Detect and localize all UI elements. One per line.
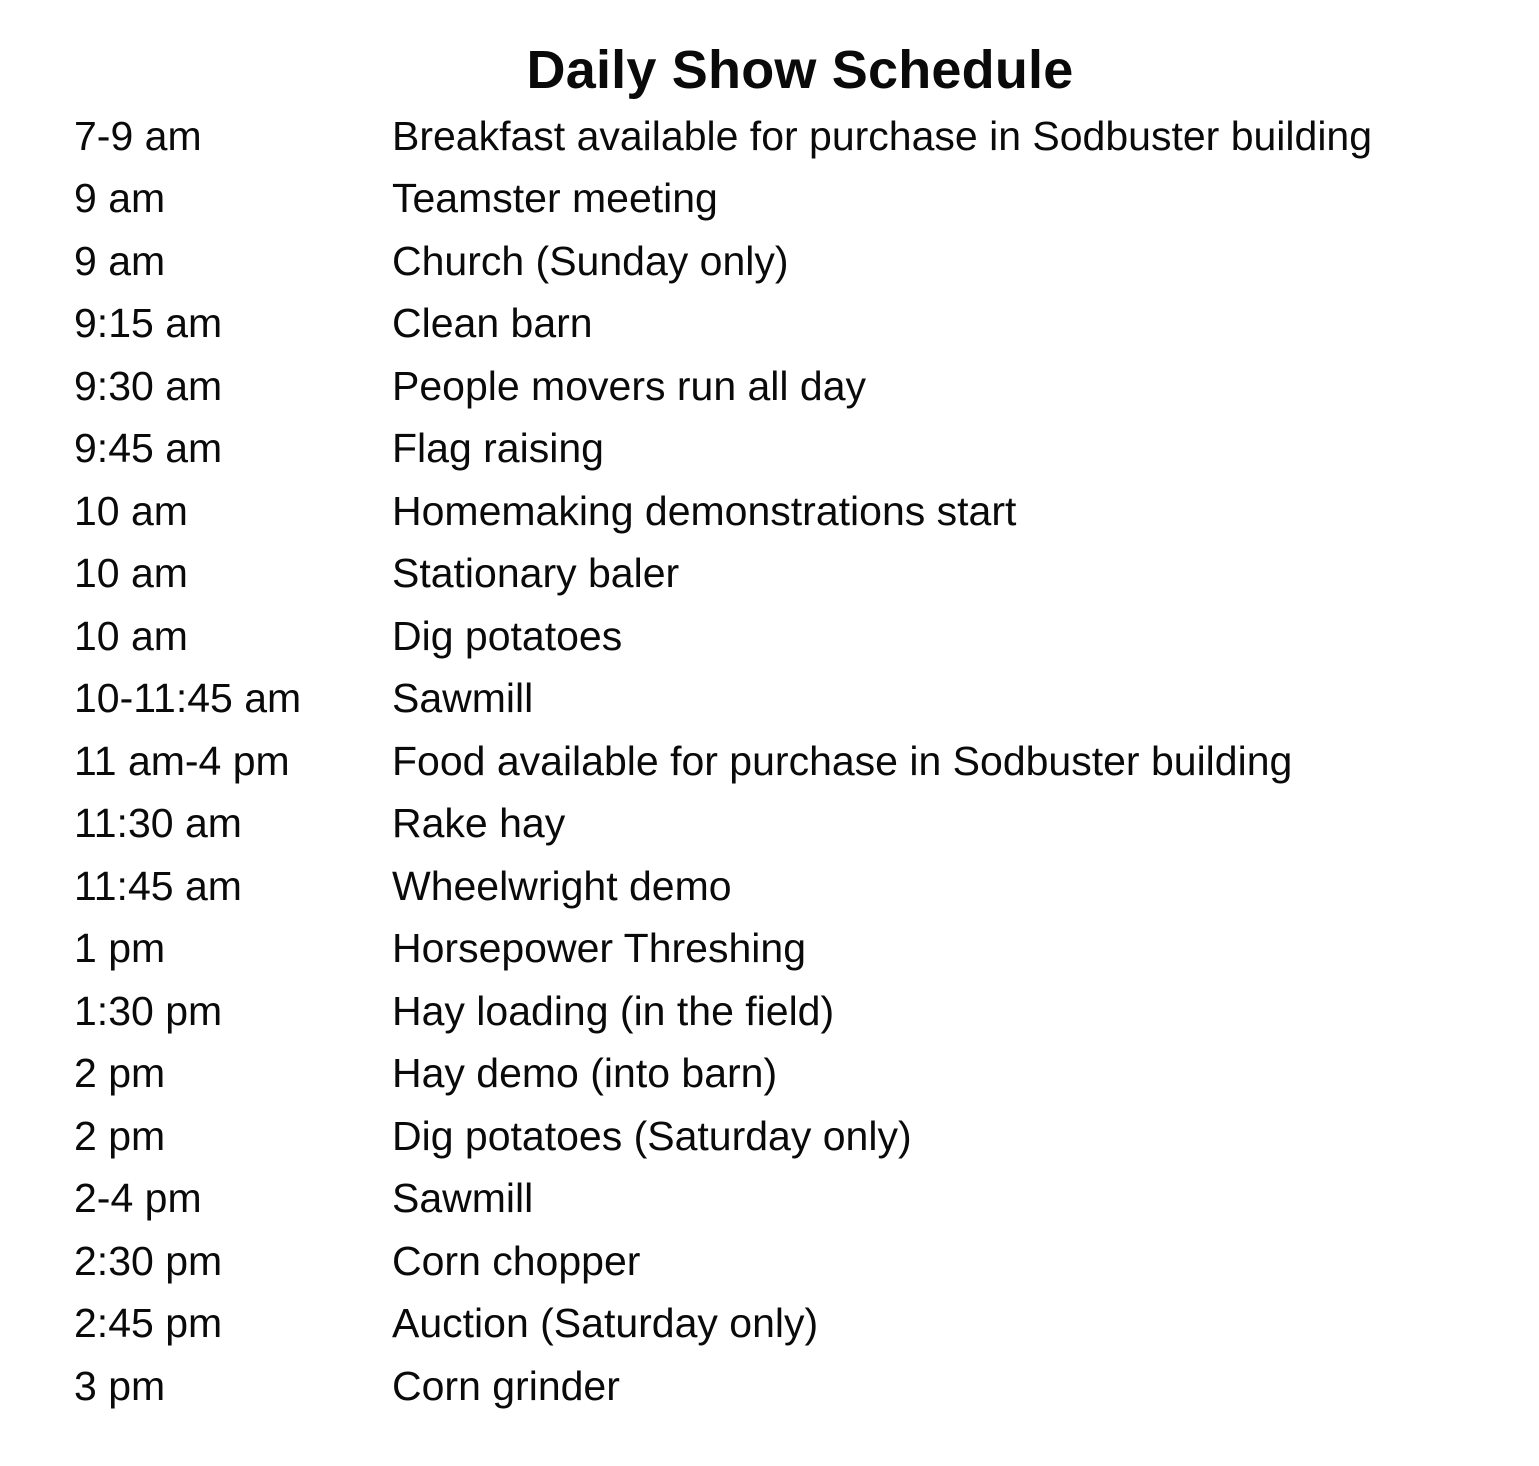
schedule-row bbox=[74, 1043, 1524, 1106]
schedule-time: 2:30 pm bbox=[74, 1237, 223, 1284]
schedule-event: Sawmill bbox=[392, 675, 534, 722]
schedule-row bbox=[74, 605, 1524, 668]
schedule-row bbox=[74, 918, 1524, 981]
schedule-row bbox=[74, 730, 1524, 793]
schedule-time: 1:30 pm bbox=[74, 987, 223, 1034]
schedule-event: Stationary baler bbox=[392, 550, 680, 597]
schedule-time: 9 am bbox=[74, 237, 166, 284]
schedule-time: 1 pm bbox=[74, 925, 166, 972]
schedule-time: 9:30 am bbox=[74, 362, 223, 409]
schedule-event: Rake hay bbox=[392, 800, 566, 847]
schedule-time: 11:30 am bbox=[74, 800, 242, 847]
schedule-time: 2:45 pm bbox=[74, 1300, 223, 1347]
schedule-time: 2-4 pm bbox=[74, 1175, 202, 1222]
schedule-event: Flag raising bbox=[392, 425, 604, 472]
schedule-time: 10-11:45 am bbox=[74, 675, 302, 722]
schedule-row bbox=[74, 1293, 1524, 1356]
schedule-event: Auction (Saturday only) bbox=[392, 1300, 819, 1347]
schedule-time: 9:45 am bbox=[74, 425, 223, 472]
schedule-time: 3 pm bbox=[74, 1362, 166, 1409]
schedule-time: 2 pm bbox=[74, 1050, 166, 1097]
schedule-table bbox=[74, 105, 1524, 1418]
schedule-row bbox=[74, 105, 1524, 168]
schedule-row bbox=[74, 1355, 1524, 1418]
schedule-event: Church (Sunday only) bbox=[392, 237, 789, 284]
schedule-event: Corn chopper bbox=[392, 1237, 641, 1284]
schedule-event: Wheelwright demo bbox=[392, 862, 732, 909]
schedule-event: Horsepower Threshing bbox=[392, 925, 807, 972]
schedule-event: Homemaking demonstrations start bbox=[392, 487, 1017, 534]
schedule-row bbox=[74, 1105, 1524, 1168]
schedule-row bbox=[74, 293, 1524, 356]
schedule-row bbox=[74, 855, 1524, 918]
schedule-event: Hay loading (in the field) bbox=[392, 987, 835, 1034]
schedule-event: Teamster meeting bbox=[392, 175, 718, 222]
schedule-event: Corn grinder bbox=[392, 1362, 620, 1409]
schedule-time: 11:45 am bbox=[74, 862, 242, 909]
page-title: Daily Show Schedule bbox=[526, 40, 1074, 100]
schedule-event: Clean barn bbox=[392, 300, 593, 347]
schedule-row bbox=[74, 1168, 1524, 1231]
schedule-event: Sawmill bbox=[392, 1175, 534, 1222]
schedule-row bbox=[74, 230, 1524, 293]
schedule-event: Breakfast available for purchase in Sodbuster building bbox=[392, 112, 1373, 159]
schedule-time: 2 pm bbox=[74, 1112, 166, 1159]
schedule-event: Food available for purchase in Sodbuster building bbox=[392, 737, 1293, 784]
schedule-row bbox=[74, 543, 1524, 606]
schedule-time: 10 am bbox=[74, 612, 188, 659]
schedule-row bbox=[74, 1230, 1524, 1293]
schedule-event: Dig potatoes bbox=[392, 612, 623, 659]
schedule-row bbox=[74, 980, 1524, 1043]
schedule-row bbox=[74, 793, 1524, 856]
schedule-row bbox=[74, 355, 1524, 418]
schedule-time: 7-9 am bbox=[74, 112, 202, 159]
schedule-time: 11 am-4 pm bbox=[74, 737, 290, 784]
schedule-event: Hay demo (into barn) bbox=[392, 1050, 778, 1097]
schedule-time: 10 am bbox=[74, 487, 188, 534]
schedule-time: 10 am bbox=[74, 550, 188, 597]
schedule-event: People movers run all day bbox=[392, 362, 867, 409]
schedule-row bbox=[74, 418, 1524, 481]
schedule-time: 9 am bbox=[74, 175, 166, 222]
schedule-row bbox=[74, 668, 1524, 731]
schedule-row bbox=[74, 480, 1524, 543]
schedule-event: Dig potatoes (Saturday only) bbox=[392, 1112, 912, 1159]
schedule-row bbox=[74, 168, 1524, 231]
schedule-time: 9:15 am bbox=[74, 300, 223, 347]
